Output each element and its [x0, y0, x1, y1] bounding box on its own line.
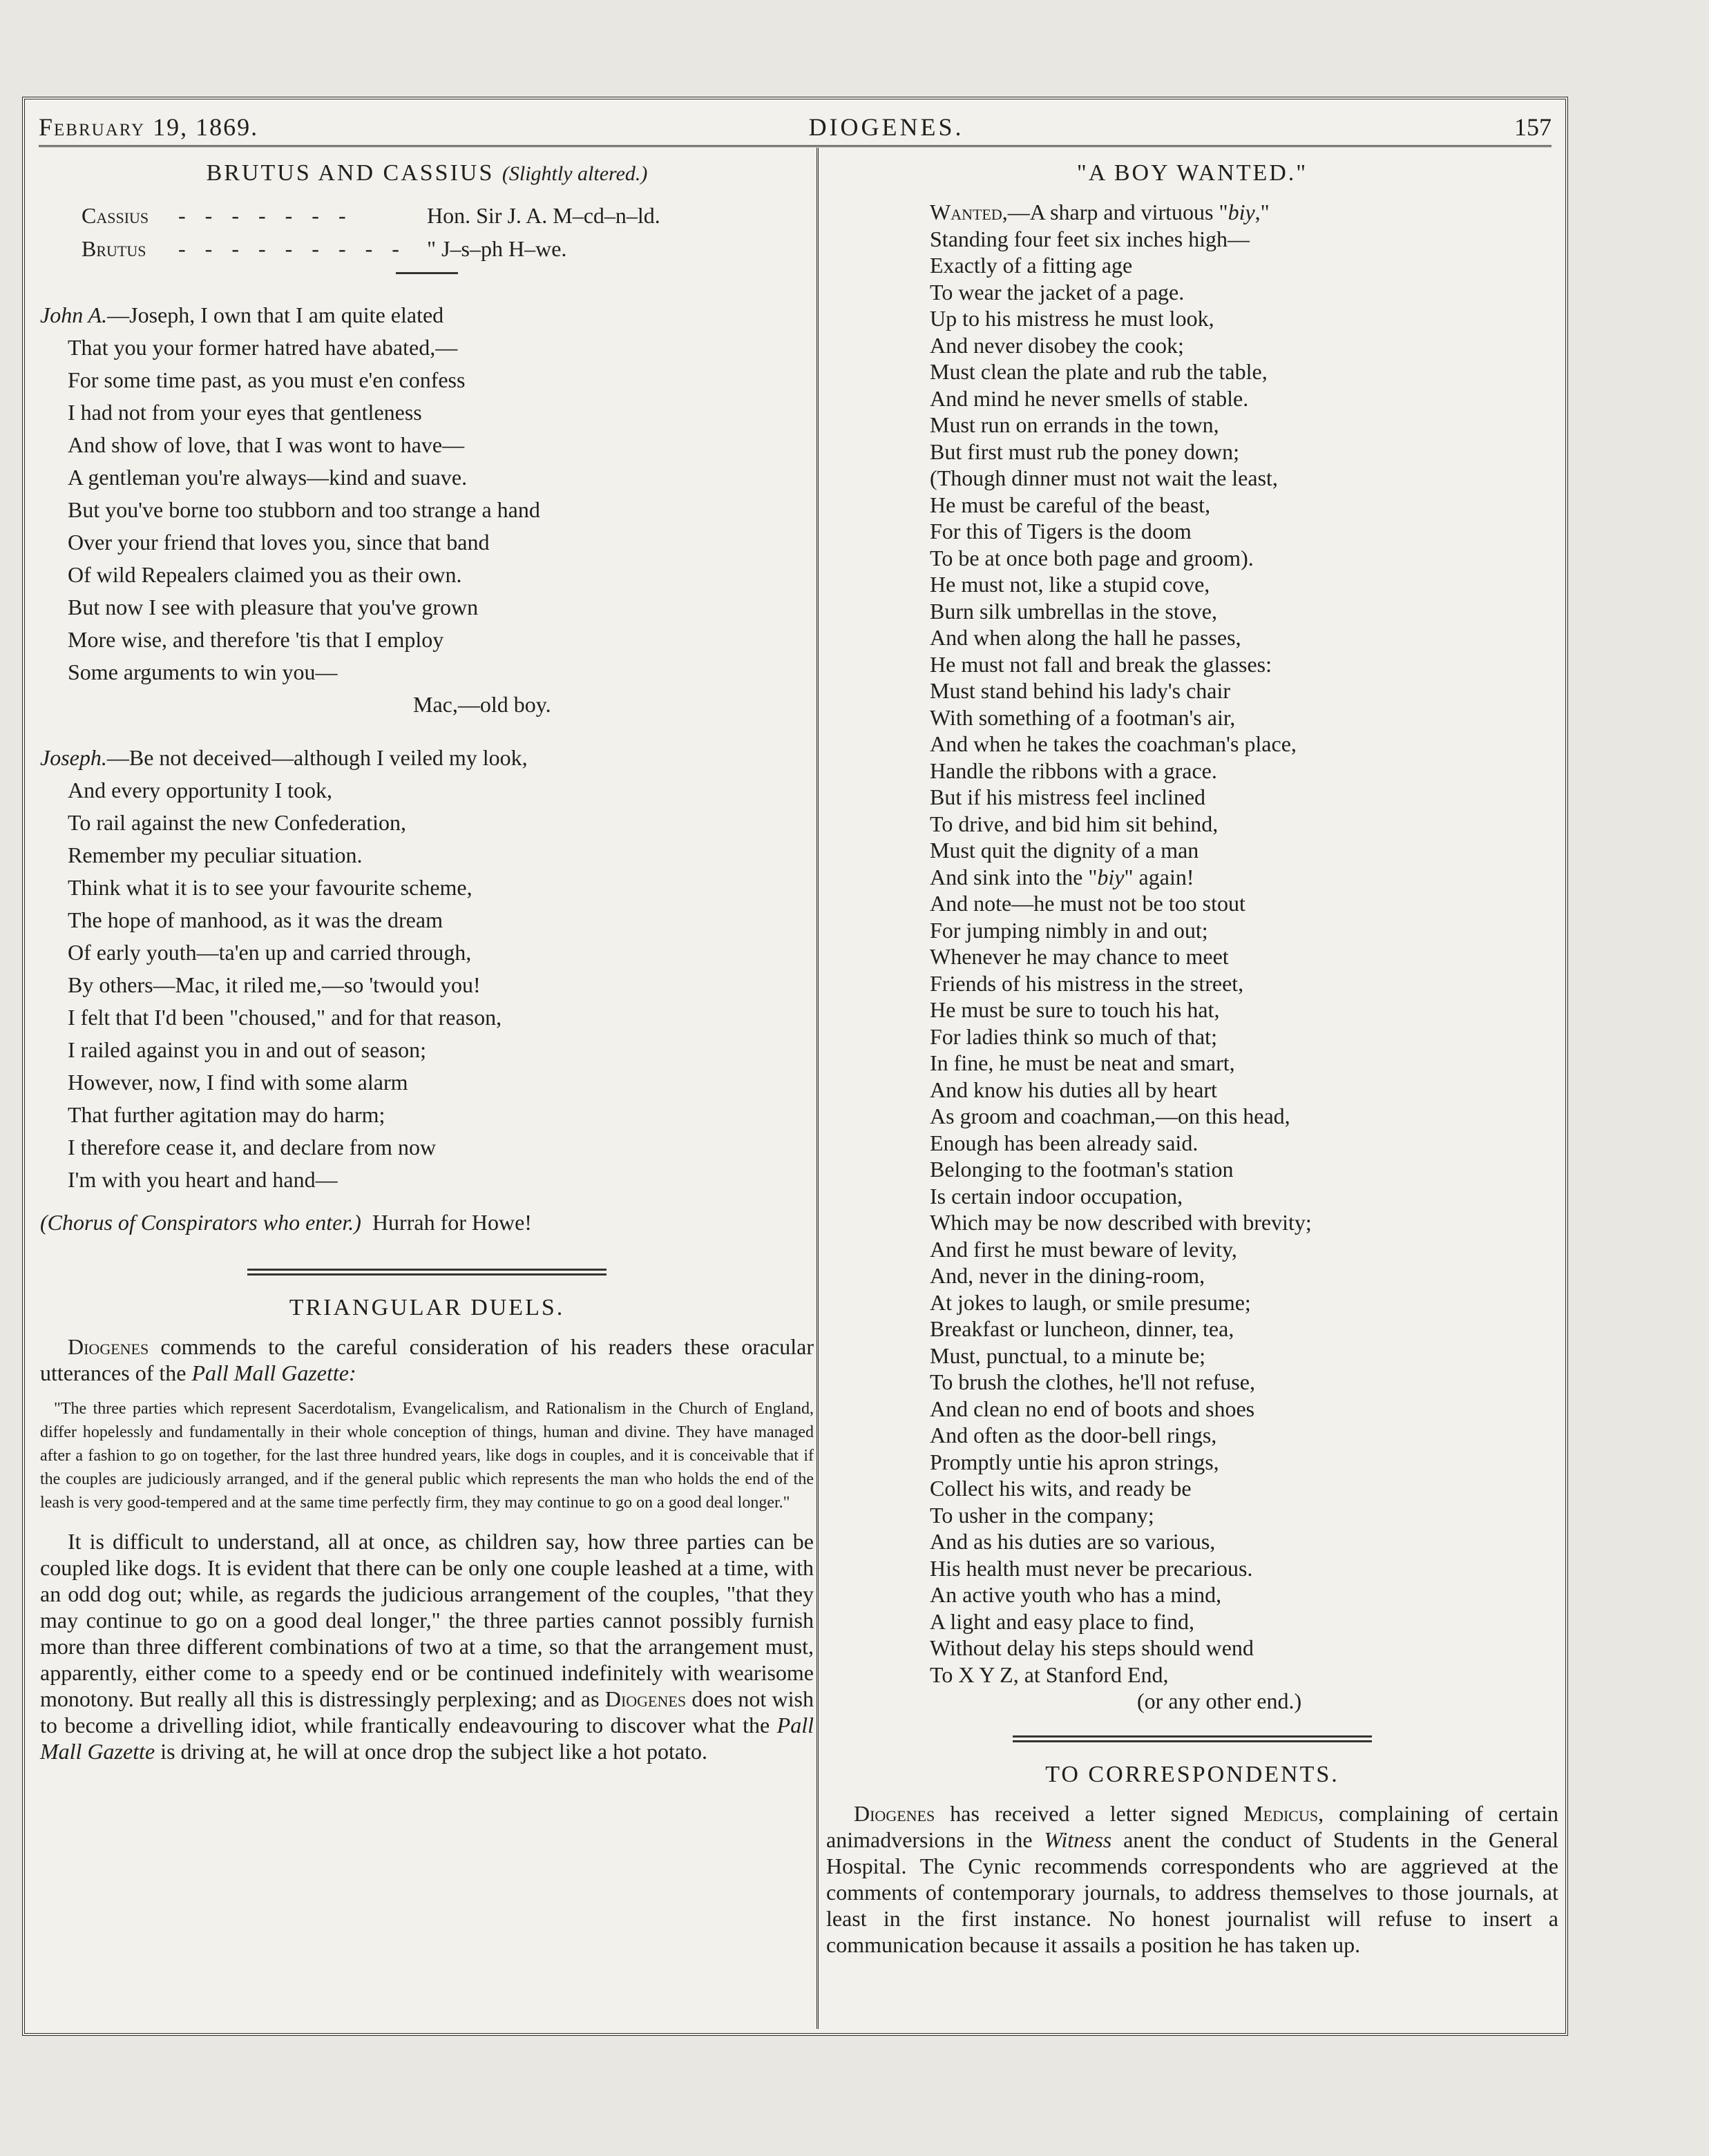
verse-line: And know his duties all by heart: [930, 1077, 1217, 1102]
verse-line: Handle the ribbons with a grace.: [930, 758, 1217, 783]
verse-line: Must stand behind his lady's chair: [930, 678, 1231, 703]
verse-line: Whenever he may chance to meet: [930, 944, 1229, 969]
verse-line: And clean no end of boots and shoes: [930, 1396, 1255, 1421]
verse-line: To X Y Z, at Stanford End,: [930, 1662, 1169, 1687]
publication-name: Diogenes: [68, 1334, 149, 1359]
intro-text: commends to the careful consideration of his readers these oracular utterances of the: [40, 1334, 814, 1385]
left-column: [40, 160, 814, 2025]
correspondents-body: [826, 1800, 1558, 1958]
page-header: [39, 109, 1552, 147]
verse-line: I'm with you heart and hand—: [68, 1167, 338, 1192]
verse-text: Wanted,: [930, 200, 1008, 224]
boy-wanted-heading: "A BOY WANTED.": [1076, 160, 1308, 186]
brutus-title: BRUTUS AND CASSIUS: [206, 160, 495, 186]
body-text: has received a letter signed: [935, 1800, 1244, 1826]
verse-line: For ladies think so much of that;: [930, 1023, 1217, 1049]
verse-line: A light and easy place to find,: [930, 1608, 1195, 1634]
brutus-title-note: (Slightly altered.): [502, 162, 648, 185]
verse-line: And when he takes the coachman's place,: [930, 731, 1297, 756]
newspaper-name: Pall Mall Gazette:: [191, 1360, 356, 1385]
publication-name: Diogenes: [854, 1800, 935, 1826]
verse-line: Must, punctual, to a minute be;: [930, 1342, 1206, 1368]
chorus-text: Hurrah for Howe!: [372, 1210, 532, 1235]
verse-line: Friends of his mistress in the street,: [930, 970, 1244, 996]
cast-row: [82, 199, 814, 232]
right-column: [826, 160, 1558, 2025]
verse-line: [40, 299, 814, 331]
issue-date: February 19, 1869.: [39, 113, 259, 141]
verse-line: [930, 199, 1558, 226]
verse-line: The hope of manhood, as it was the dream: [68, 907, 443, 932]
verse-line: I felt that I'd been "choused," and for that reason,: [68, 1005, 502, 1030]
verse-line: He must be sure to touch his hat,: [930, 997, 1220, 1022]
verse-text: —Joseph, I own that I am quite elated: [107, 302, 444, 327]
verse-line: And never disobey the cook;: [930, 332, 1184, 358]
verse-line: An active youth who has a mind,: [930, 1582, 1222, 1607]
verse-line: Up to his mistress he must look,: [930, 306, 1214, 331]
verse-line: For jumping nimbly in and out;: [930, 917, 1208, 943]
verse-line: And note—he must not be too stout: [930, 891, 1245, 916]
verse-line: A gentleman you're always—kind and suave.: [68, 465, 468, 490]
newspaper-page: [22, 97, 1568, 2036]
brutus-heading: [40, 160, 814, 186]
verse-line: To be at once both page and groom).: [930, 545, 1254, 570]
verse-line: And first he must beware of levity,: [930, 1236, 1237, 1262]
verse-line: His health must never be precarious.: [930, 1555, 1253, 1581]
newspaper-name: Witness: [1044, 1827, 1112, 1852]
cast-role: Brutus: [82, 236, 146, 261]
cast-role: Cassius: [82, 203, 149, 228]
verse-line: However, now, I find with some alarm: [68, 1070, 408, 1095]
verse-line: But first must rub the poney down;: [930, 439, 1239, 464]
verse-line: [930, 864, 1558, 891]
signer-name: Medicus: [1243, 1800, 1319, 1826]
verse-line: And often as the door-bell rings,: [930, 1423, 1217, 1447]
verse-line: But you've borne too stubborn and too strange a hand: [68, 497, 540, 522]
verse-line: Is certain indoor occupation,: [930, 1183, 1183, 1209]
verse-line: Over your friend that loves you, since that band: [68, 530, 490, 555]
page-number: 157: [1514, 113, 1552, 141]
verse-line: I had not from your eyes that gentleness: [68, 400, 422, 425]
verse-line: By others—Mac, it riled me,—so 'twould you!: [68, 972, 481, 997]
verse-text: —Be not deceived—although I veiled my look,: [106, 745, 528, 770]
body-text: is driving at, he will at once drop the subject like a hot potato.: [155, 1739, 707, 1764]
verse-line: And as his duties are so various,: [930, 1529, 1216, 1554]
verse-line: Burn silk umbrellas in the stove,: [930, 598, 1217, 624]
speaker-name: Joseph.: [40, 745, 107, 770]
verse-line: To drive, and bid him sit behind,: [930, 811, 1219, 836]
verse-line: Exactly of a fitting age: [930, 253, 1133, 278]
verse-line: Of wild Repealers claimed you as their own.: [68, 562, 462, 587]
cast-row: [82, 232, 814, 265]
verse-text: —A sharp and virtuous ": [1007, 200, 1228, 224]
cast-actor: " J–s–ph H–we.: [427, 236, 567, 261]
verse-line: And every opportunity I took,: [68, 778, 333, 802]
verse-line: (or any other end.): [1137, 1688, 1302, 1713]
verse-text: biy: [1228, 200, 1255, 224]
section-rule: [247, 1269, 607, 1276]
body-text: It is difficult to understand, all at once, as children say, how three parties can be coupled like dogs. It is evident that there can be only one couple leashed at a time, with an odd dog out; while, as regards the judicious arrangement of the couples, "that they may continue to go on a good deal longer," the three parties cannot possibly furnish more than three different combinations of two at a time, so that the arrangement must, apparently, either come to a speedy end or be continued indefinitely with wearisome monotony. But really all this is distressingly perplexing; and as: [40, 1529, 814, 1711]
verse-line: For this of Tigers is the doom: [930, 519, 1192, 543]
verse-line: He must not fall and break the glasses:: [930, 651, 1272, 677]
chorus-direction: (Chorus of Conspirators who enter.): [40, 1210, 361, 1235]
verse-line: And when along the hall he passes,: [930, 625, 1241, 650]
cast-list: [82, 199, 814, 265]
verse-line: But if his mistress feel inclined: [930, 785, 1206, 809]
duels-intro: [40, 1334, 814, 1386]
boy-wanted-poem: [930, 199, 1558, 1715]
cast-actor: Hon. Sir J. A. M–cd–n–ld.: [427, 203, 660, 228]
verse-line: That you your former hatred have abated,—: [68, 335, 458, 360]
verse-line: Must run on errands in the town,: [930, 412, 1219, 437]
verse-text: " again!: [1124, 864, 1194, 889]
verse-text: biy: [1097, 864, 1125, 889]
verse-line: To rail against the new Confederation,: [68, 810, 407, 835]
verse-line: For some time past, as you must e'en confess: [68, 367, 466, 392]
speaker-name: John A.: [40, 302, 108, 327]
newspaper-name: Pall Mall Gazette: [40, 1713, 814, 1764]
verse-line: Of early youth—ta'en up and carried through,: [68, 940, 472, 965]
verse-text: ,": [1254, 200, 1270, 224]
verse-line: (Though dinner must not wait the least,: [930, 465, 1278, 490]
section-rule: [1013, 1735, 1372, 1742]
verse-line: That further agitation may do harm;: [68, 1102, 385, 1127]
short-rule: [396, 272, 458, 274]
verse-line: In fine, he must be neat and smart,: [930, 1050, 1235, 1075]
duels-heading: TRIANGULAR DUELS.: [289, 1295, 565, 1320]
verse-line: And, never in the dining-room,: [930, 1263, 1205, 1288]
verse-line: And mind he never smells of stable.: [930, 385, 1249, 411]
john-speech: [40, 299, 814, 721]
gazette-quote: "The three parties which represent Sacerdotalism, Evangelicalism, and Rationalism in the Church of England, differ hopelessly and fundamentally in their whole conception of things, human and divine. They have managed after a fashion to go on together, for the last three hundred years, like dogs in couples, and it is conceivable that if the couples are judiciously arranged, and if the general public which represents the man who holds the end of the leash is very good-tempered and at the same time perfectly firm, they may continue to go on a good deal longer.": [40, 1400, 814, 1512]
body-text: does not wish to become a drivelling idiot, while frantically endeavouring to discover what the: [40, 1686, 814, 1738]
verse-line: [40, 742, 814, 774]
verse-line: He must not, like a stupid cove,: [930, 572, 1210, 597]
verse-line: As groom and coachman,—on this head,: [930, 1104, 1290, 1128]
verse-line: With something of a footman's air,: [930, 704, 1236, 730]
verse-line: Think what it is to see your favourite scheme,: [68, 875, 472, 900]
body-text: , complaining of certain animadversions in the: [826, 1800, 1558, 1852]
verse-line: Mac,—old boy.: [413, 692, 551, 717]
publication-name: Diogenes: [604, 1686, 687, 1711]
duels-body: [40, 1528, 814, 1764]
correspondents-heading: TO CORRESPONDENTS.: [1045, 1761, 1339, 1787]
chorus-line: [40, 1210, 814, 1235]
verse-line: Collect his wits, and ready be: [930, 1476, 1192, 1501]
verse-line: But now I see with pleasure that you've grown: [68, 595, 479, 619]
verse-line: I railed against you in and out of season;: [68, 1037, 426, 1062]
verse-line: At jokes to laugh, or smile presume;: [930, 1289, 1251, 1315]
verse-line: Must quit the dignity of a man: [930, 838, 1199, 863]
verse-line: Breakfast or luncheon, dinner, tea,: [930, 1316, 1234, 1341]
cast-dots: - - - - - - -: [178, 203, 353, 228]
verse-line: I therefore cease it, and declare from now: [68, 1135, 437, 1159]
verse-line: He must be careful of the beast,: [930, 492, 1211, 517]
verse-line: To brush the clothes, he'll not refuse,: [930, 1369, 1255, 1394]
verse-line: More wise, and therefore 'tis that I employ: [68, 627, 444, 652]
verse-line: Standing four feet six inches high—: [930, 226, 1250, 251]
verse-line: To usher in the company;: [930, 1502, 1154, 1528]
verse-line: To wear the jacket of a page.: [930, 279, 1185, 305]
verse-line: Some arguments to win you—: [68, 660, 338, 684]
verse-line: And show of love, that I was wont to have—: [68, 432, 465, 457]
verse-line: Which may be now described with brevity;: [930, 1210, 1312, 1235]
verse-line: Enough has been already said.: [930, 1130, 1199, 1155]
verse-line: Remember my peculiar situation.: [68, 843, 363, 867]
verse-line: Belonging to the footman's station: [930, 1157, 1234, 1182]
column-divider: [817, 148, 819, 2029]
joseph-speech: [40, 742, 814, 1196]
body-text: anent the conduct of Students in the General Hospital. The Cynic recommends correspondents who are aggrieved at the comments of contemporary journals, to address themselves to those journals, at least in the first instance. No honest journalist will refuse to insert a communication because it assails a position he has taken up.: [826, 1827, 1559, 1957]
verse-line: Without delay his steps should wend: [930, 1635, 1254, 1660]
verse-line: Must clean the plate and rub the table,: [930, 359, 1268, 384]
verse-text: And sink into the ": [930, 864, 1098, 889]
cast-dots: - - - - - - - - -: [178, 236, 406, 261]
masthead-title: DIOGENES.: [808, 113, 964, 141]
verse-line: Promptly untie his apron strings,: [930, 1449, 1219, 1474]
